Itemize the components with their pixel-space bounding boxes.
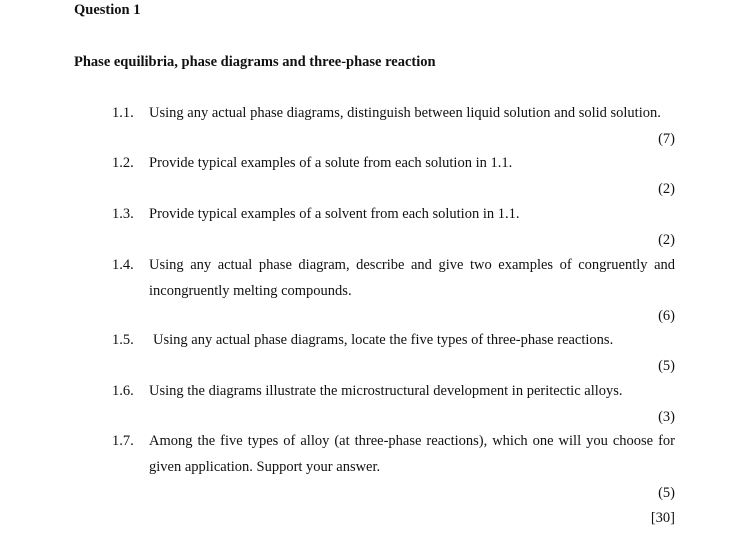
item-number: 1.5. — [112, 332, 134, 348]
item-marks: (2) — [658, 181, 675, 197]
item-marks: (3) — [658, 409, 675, 425]
item-text: Provide typical examples of a solute from each solution in 1.1. — [149, 155, 513, 171]
item-number: 1.4. — [112, 257, 134, 273]
item-text: Using any actual phase diagrams, locate the five types of three-phase reactions. — [153, 332, 614, 348]
section-heading: Phase equilibria, phase diagrams and three-phase reaction — [74, 54, 436, 70]
item-marks: (7) — [658, 131, 675, 147]
item-text: Provide typical examples of a solvent from each solution in 1.1. — [149, 206, 520, 222]
item-number: 1.1. — [112, 105, 134, 121]
item-text-continued: given application. Support your answer. — [149, 459, 381, 475]
total-marks: [30] — [650, 510, 675, 526]
item-number: 1.2. — [112, 155, 134, 171]
item-text: Using any actual phase diagram, describe and give two examples of congruently and — [149, 257, 675, 273]
item-marks: (6) — [658, 308, 675, 324]
item-marks: (2) — [658, 232, 675, 248]
item-marks: (5) — [658, 358, 675, 374]
item-number: 1.7. — [112, 433, 134, 449]
item-marks: (5) — [658, 485, 675, 501]
item-text-continued: incongruently melting compounds. — [149, 283, 352, 299]
item-text: Using any actual phase diagrams, distinguish between liquid solution and solid solution. — [149, 105, 661, 121]
question-title: Question 1 — [74, 2, 141, 18]
item-text: Using the diagrams illustrate the microstructural development in peritectic alloys. — [149, 383, 623, 399]
item-number: 1.6. — [112, 383, 134, 399]
item-text: Among the five types of alloy (at three-phase reactions), which one will you choose for — [149, 433, 675, 449]
item-number: 1.3. — [112, 206, 134, 222]
